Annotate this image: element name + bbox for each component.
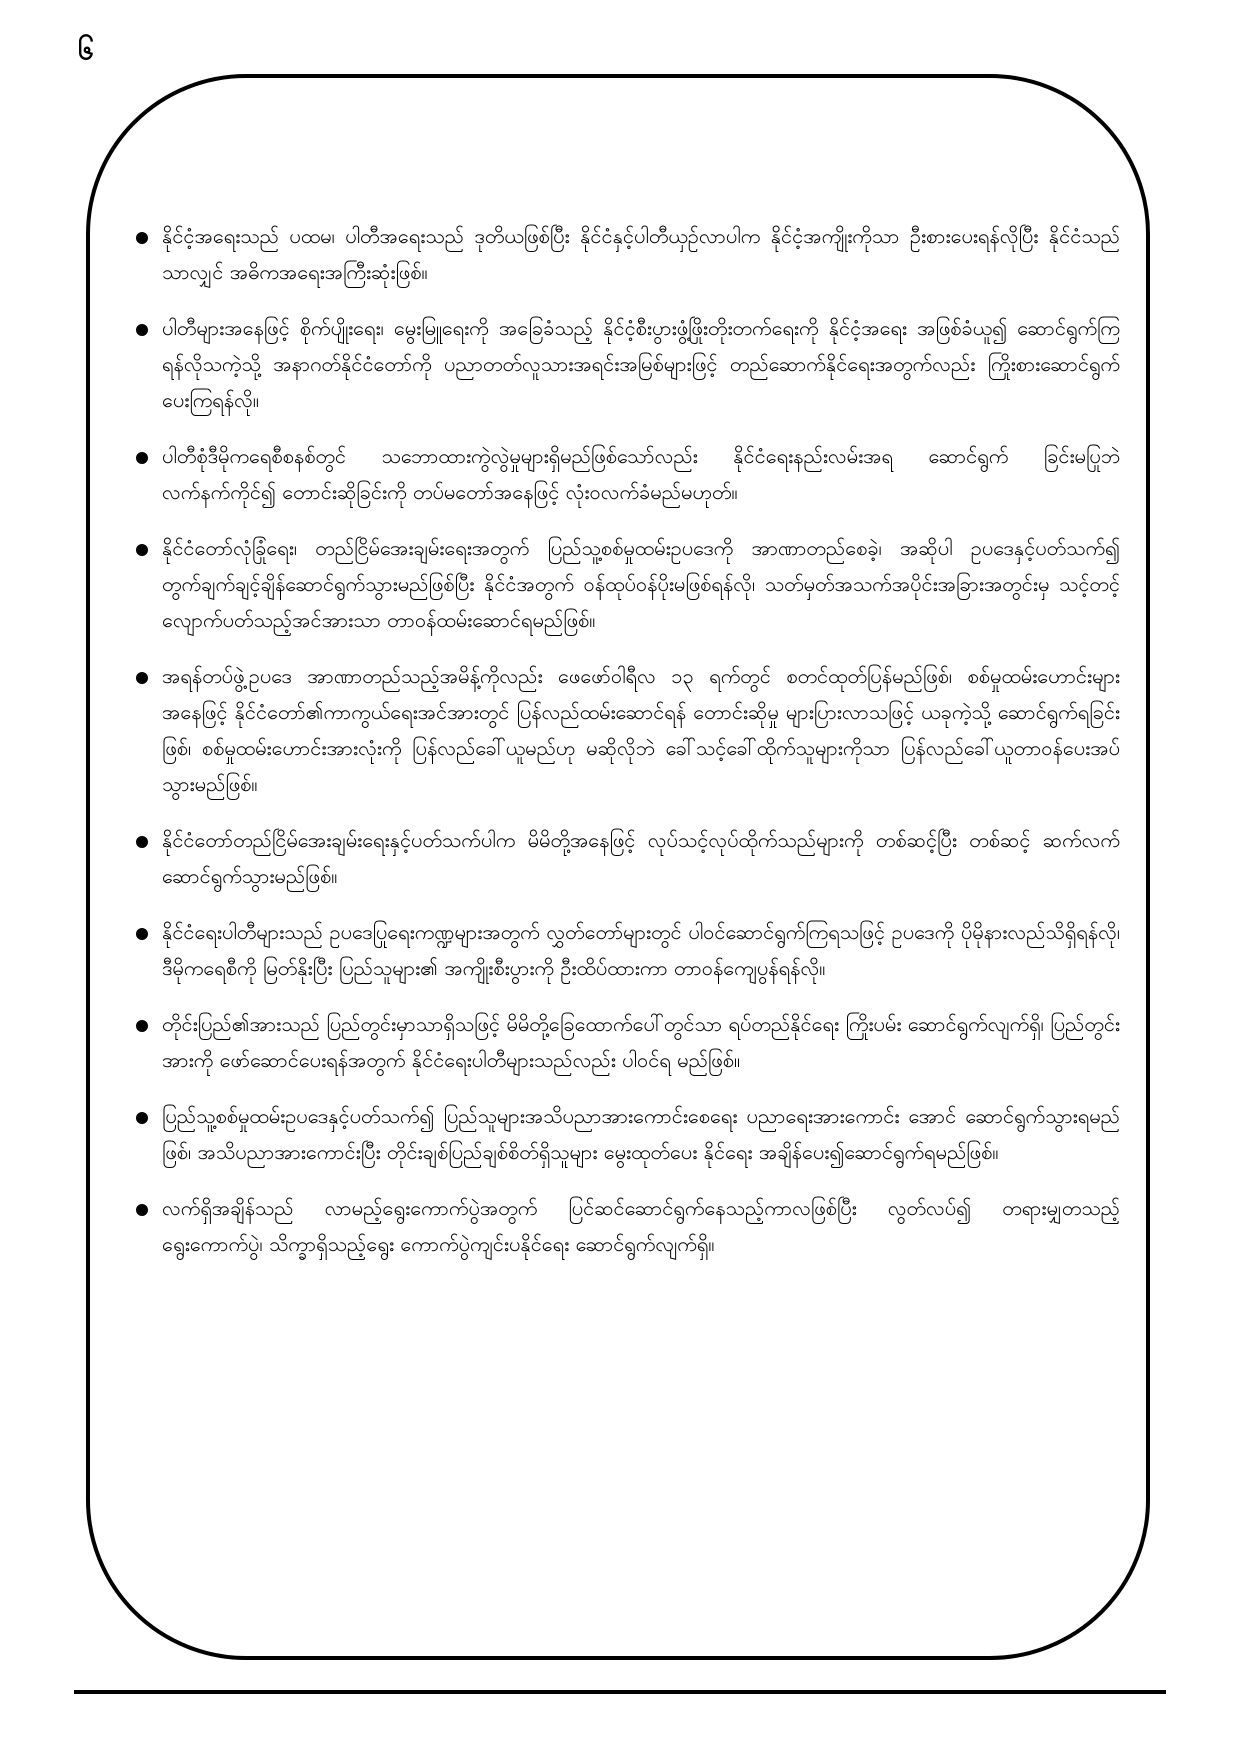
bullet-icon [136,452,148,464]
footer-rule [74,1690,1166,1694]
list-item [130,1190,1120,1262]
bullet-icon [136,928,148,940]
list-item [130,218,1120,290]
list-item [130,1006,1120,1078]
list-item [130,822,1120,894]
bullet-icon [136,672,148,684]
list-item-text: ပြည်သူ့စစ်မှုထမ်းဥပဒေနှင့်ပတ်သက်၍ ပြည်သူများအသိပညာအားကောင်းစေရေး ပညာရေးအားကောင်း အောင် ဆောင်ရွက်သွားရမည်ဖြစ်၊ အသိပညာအားကောင်းပြီး တိုင်းချစ်ပြည်ချစ်စိတ်ရှိသူများ မွေးထုတ်ပေး နိုင်ရေး အချိန်ပေး၍ဆောင်ရွက်ရမည်ဖြစ်။ [162,1104,1120,1164]
list-item [130,1098,1120,1170]
list-item-text: ပါတီများအနေဖြင့် စိုက်ပျိုးရေး၊ မွေးမြူရေးကို အခြေခံသည့် နိုင်ငံ့စီးပွားဖွံ့ဖြိုးတိုးတက်ရေးကို နိုင်ငံ့အရေး အဖြစ်ခံယူ၍ ဆောင်ရွက်ကြရန်လိုသကဲ့သို့ အနာဂတ်နိုင်ငံတော်ကို ပညာတတ်လူသားအရင်းအမြစ်များဖြင့် တည်ဆောက်နိုင်ရေးအတွက်လည်း ကြိုးစားဆောင်ရွက်ပေးကြရန်လို။ [162,316,1120,412]
bullet-icon [136,836,148,848]
bullet-icon [136,232,148,244]
bullet-icon [136,1112,148,1124]
list-item-text: ပါတီစုံဒီမိုကရေစီစနစ်တွင် သဘောထားကွဲလွဲမှုများရှိမည်ဖြစ်သော်လည်း နိုင်ငံရေးနည်းလမ်းအရ ဆောင်ရွက် ခြင်းမပြုဘဲ လက်နက်ကိုင်၍ တောင်းဆိုခြင်းကို တပ်မတော်အနေဖြင့် လုံးဝလက်ခံမည်မဟုတ်။ [162,444,1120,504]
list-item [130,530,1120,638]
list-item [130,914,1120,986]
list-item-text: နိုင်ငံ့အရေးသည် ပထမ၊ ပါတီအရေးသည် ဒုတိယဖြစ်ပြီး နိုင်ငံနှင့်ပါတီယှဉ်လာပါက နိုင်ငံ့အကျိုးကိုသာ ဦးစားပေးရန်လိုပြီး နိုင်ငံသည်သာလျှင် အဓိကအရေးအကြီးဆုံးဖြစ်။ [162,224,1120,284]
list-item [130,658,1120,802]
bullet-list [130,218,1120,1282]
list-item-text: နိုင်ငံရေးပါတီများသည် ဥပဒေပြုရေးကဏ္ဍများအတွက် လွှတ်တော်များတွင် ပါဝင်ဆောင်ရွက်ကြရသဖြင့် ဥပဒေကို ပိုမိုနားလည်သိရှိရန်လို၊ ဒီမိုကရေစီကို မြတ်နိုးပြီး ပြည်သူများ၏ အကျိုးစီးပွားကို ဦးထိပ်ထားကာ တာဝန်ကျေပွန်ရန်လို။ [162,920,1120,980]
bullet-icon [136,324,148,336]
list-item-text: နိုင်ငံတော်တည်ငြိမ်အေးချမ်းရေးနှင့်ပတ်သက်ပါက မိမိတို့အနေဖြင့် လုပ်သင့်လုပ်ထိုက်သည်များကို တစ်ဆင့်ပြီး တစ်ဆင့် ဆက်လက်ဆောင်ရွက်သွားမည်ဖြစ်။ [162,828,1120,888]
list-item-text: လက်ရှိအချိန်သည် လာမည့်ရွေးကောက်ပွဲအတွက် ပြင်ဆင်ဆောင်ရွက်နေသည့်ကာလဖြစ်ပြီး လွတ်လပ်၍ တရားမျှတသည့်ရွေးကောက်ပွဲ၊ သိက္ခာရှိသည့်ရွေး ကောက်ပွဲကျင်းပနိုင်ရေး ဆောင်ရွက်လျက်ရှိ။ [162,1196,1120,1256]
list-item-text: နိုင်ငံတော်လုံခြုံရေး၊ တည်ငြိမ်အေးချမ်းရေးအတွက် ပြည်သူ့စစ်မှုထမ်းဥပဒေကို အာဏာတည်စေခဲ့၊ အဆိုပါ ဥပဒေနှင့်ပတ်သက်၍ တွက်ချက်ချင့်ချိန်ဆောင်ရွက်သွားမည်ဖြစ်ပြီး နိုင်ငံအတွက် ဝန်ထုပ်ဝန်ပိုးမဖြစ်ရန်လို၊ သတ်မှတ်အသက်အပိုင်းအခြားအတွင်းမှ သင့်တင့်လျောက်ပတ်သည့်အင်အားသာ တာဝန်ထမ်းဆောင်ရမည်ဖြစ်။ [162,536,1120,632]
list-item-text: တိုင်းပြည်၏အားသည် ပြည်တွင်းမှာသာရှိသဖြင့် မိမိတို့ခြေထောက်ပေါ်တွင်သာ ရပ်တည်နိုင်ရေး ကြိုးပမ်း ဆောင်ရွက်လျက်ရှိ၊ ပြည်တွင်းအားကို ဖော်ဆောင်ပေးရန်အတွက် နိုင်ငံရေးပါတီများသည်လည်း ပါဝင်ရ မည်ဖြစ်။ [162,1012,1120,1072]
list-item-text: အရန်တပ်ဖွဲ့ဥပဒေ အာဏာတည်သည့်အမိန့်ကိုလည်း ဖေဖော်ဝါရီလ ၁၃ ရက်တွင် စတင်ထုတ်ပြန်မည်ဖြစ်၊ စစ်မှုထမ်းဟောင်းများအနေဖြင့် နိုင်ငံတော်၏ကာကွယ်ရေးအင်အားတွင် ပြန်လည်ထမ်းဆောင်ရန် တောင်းဆိုမှု များပြားလာသဖြင့် ယခုကဲ့သို့ ဆောင်ရွက်ရခြင်းဖြစ်၊ စစ်မှုထမ်းဟောင်းအားလုံးကို ပြန်လည်ခေါ်ယူမည်ဟု မဆိုလိုဘဲ ခေါ်သင့်ခေါ်ထိုက်သူများကိုသာ ပြန်လည်ခေါ်ယူတာဝန်ပေးအပ်သွားမည်ဖြစ်။ [162,664,1120,796]
list-item [130,438,1120,510]
bullet-icon [136,1020,148,1032]
list-item [130,310,1120,418]
page-number: ၆ [78,33,94,66]
bullet-icon [136,544,148,556]
bullet-icon [136,1204,148,1216]
